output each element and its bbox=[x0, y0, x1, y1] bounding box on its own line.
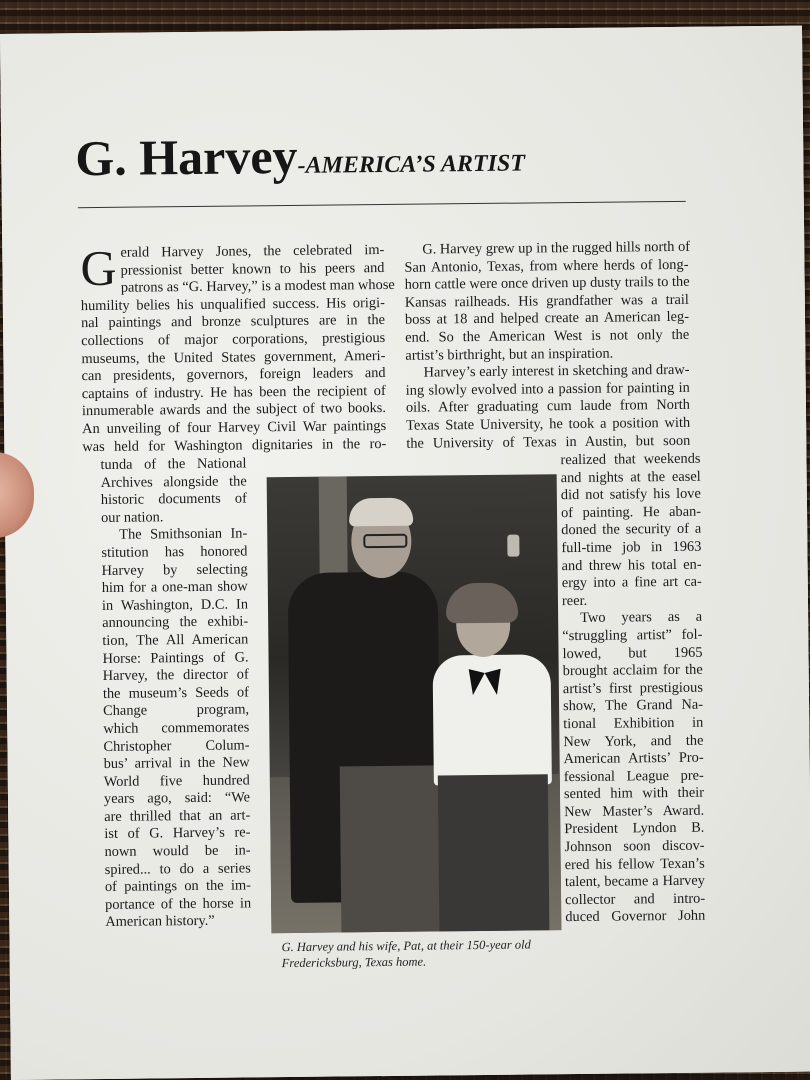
text-line: nown would be in- bbox=[104, 842, 251, 861]
text-line: American Artists’ Pro- bbox=[563, 749, 704, 768]
text-line: The Smithsonian In- bbox=[119, 525, 248, 544]
text-line: “struggling artist” fol- bbox=[562, 626, 703, 645]
text-line: show, The Grand Na- bbox=[562, 696, 704, 715]
text-line: San Antonio, Texas, from where herds of long- bbox=[404, 256, 689, 276]
text-line: Horse: Paintings of G. bbox=[102, 648, 249, 667]
text-line: Harvey, the director of bbox=[102, 666, 249, 685]
text-line: and nights at the easel bbox=[560, 468, 701, 486]
text-line: captains of industry. He has been the recipient of bbox=[81, 382, 386, 402]
title-main: G. Harvey bbox=[75, 127, 298, 187]
column-1-narrow bbox=[100, 455, 251, 932]
photo-bow-tie bbox=[465, 665, 505, 705]
column-1-top bbox=[80, 239, 395, 456]
text-line: the museum’s Seeds of bbox=[102, 684, 249, 702]
text-line: sented him with their bbox=[563, 784, 705, 803]
text-line: nal paintings and bronze sculptures are in the bbox=[80, 312, 386, 332]
text-line: pressionist better known to his peers and bbox=[120, 259, 385, 279]
text-line: lowed, but 1965 bbox=[562, 644, 703, 662]
text-line: which commemorates bbox=[103, 719, 250, 737]
text-line: oils. After graduating cum laude from North bbox=[405, 397, 691, 417]
text-line: collector and intro- bbox=[565, 890, 706, 908]
text-line: duced Governor John bbox=[565, 908, 706, 926]
couple-photo bbox=[267, 474, 562, 933]
text-line: artist’s first prestigious bbox=[562, 679, 703, 697]
magazine-page bbox=[0, 26, 810, 1080]
text-line: announcing the exhibi- bbox=[102, 613, 249, 632]
photo-woman-skirt bbox=[438, 774, 550, 931]
text-line: years ago, said: “We bbox=[103, 789, 251, 808]
text-line: of painting. He aban- bbox=[560, 503, 702, 521]
text-line: An unveiling of four Harvey Civil War paintings bbox=[82, 417, 387, 438]
text-line: Change program, bbox=[103, 701, 250, 720]
text-line: in Washington, D.C. In bbox=[101, 596, 249, 614]
text-line: realized that weekends bbox=[560, 450, 701, 469]
text-line: boss at 18 and helped create an American leg- bbox=[404, 309, 690, 329]
text-line: the University of Texas in Austin, but soon bbox=[406, 432, 691, 452]
drop-cap: G bbox=[80, 239, 117, 297]
text-line: Kansas railheads. His grandfather was a trail bbox=[404, 291, 689, 311]
text-line: G. Harvey grew up in the rugged hills north of bbox=[422, 238, 691, 258]
photo-wall-lamp bbox=[507, 535, 519, 557]
text-line: of paintings on the im- bbox=[104, 877, 252, 896]
text-line: can presidents, governors, foreign leaders and bbox=[81, 365, 386, 385]
text-line: Two years as a bbox=[580, 609, 703, 627]
text-line: Harvey’s early interest in sketching and draw- bbox=[423, 361, 690, 381]
text-line: Archives alongside the bbox=[100, 473, 247, 491]
photo-man-legs bbox=[340, 765, 442, 932]
text-line: ing slowly evolved into a passion for painting in bbox=[405, 379, 690, 399]
text-line: Johnson soon discov- bbox=[564, 837, 705, 856]
text-line: portance of the horse in bbox=[105, 895, 252, 913]
text-line: New York, and the bbox=[563, 732, 704, 750]
text-line: end. So the American West is not only the bbox=[405, 326, 690, 346]
text-line: our nation. bbox=[100, 509, 164, 526]
text-line: fessional League pre- bbox=[563, 767, 704, 785]
text-line: bus’ arrival in the New bbox=[103, 754, 250, 773]
text-line: was held for Washington dignitaries in the ro- bbox=[82, 435, 387, 455]
text-line: spired... to do a series bbox=[104, 860, 251, 878]
photo-woman-hair bbox=[446, 583, 518, 624]
column-2-top bbox=[404, 239, 690, 453]
text-line: ergy into a fine art ca- bbox=[561, 573, 702, 592]
text-line: ist of G. Harvey’s re- bbox=[104, 824, 251, 843]
column-2-narrow bbox=[560, 451, 705, 927]
text-line: full-time job in 1963 bbox=[561, 538, 702, 557]
article-title bbox=[75, 125, 525, 188]
text-line: artist’s birthright, but an inspiration. bbox=[405, 345, 614, 364]
text-line: American history.” bbox=[105, 913, 215, 931]
text-line: brought acclaim for the bbox=[562, 661, 703, 680]
text-line: President Lyndon B. bbox=[564, 820, 705, 838]
text-line: Texas State University, he took a position with bbox=[406, 414, 691, 434]
text-line: him for a one-man show bbox=[101, 578, 248, 597]
text-line: humility belies his unqualified success. His origi- bbox=[80, 294, 385, 314]
text-line: talent, became a Harvey bbox=[564, 872, 705, 891]
text-line: Christopher Colum- bbox=[103, 736, 250, 755]
text-line: did not satisfy his love bbox=[560, 485, 701, 504]
text-line: tional Exhibition in bbox=[563, 714, 704, 733]
text-line: historic documents of bbox=[100, 490, 247, 509]
text-line: stitution has honored bbox=[101, 543, 248, 561]
text-line: patrons as “G. Harvey,” is a modest man whose bbox=[120, 277, 395, 296]
text-line: erald Harvey Jones, the celebrated im- bbox=[120, 241, 385, 261]
photo-glasses bbox=[363, 534, 407, 548]
title-subtitle: -AMERICA’S ARTIST bbox=[297, 150, 526, 179]
photo-man-hair bbox=[349, 498, 413, 527]
text-line: collections of major corporations, prestigious bbox=[81, 329, 386, 350]
title-rule bbox=[78, 201, 686, 208]
text-line: World five hundred bbox=[103, 772, 250, 790]
text-line: innumerable awards and the subject of two books. bbox=[81, 400, 387, 420]
text-line: Harvey by selecting bbox=[101, 560, 248, 579]
photo-caption: G. Harvey and his wife, Pat, at their 150-year old Fredericksburg, Texas home. bbox=[281, 937, 531, 971]
text-line: museums, the United States government, Ameri- bbox=[81, 347, 386, 367]
text-line: New Master’s Award. bbox=[564, 802, 705, 821]
text-line: and threw his total en- bbox=[561, 556, 702, 574]
text-line: reer. bbox=[561, 592, 588, 609]
text-line: doned the security of a bbox=[561, 521, 702, 539]
text-line: tion, The All American bbox=[102, 631, 249, 649]
text-line: horn cattle were once driven up dusty trails to the bbox=[404, 273, 690, 293]
text-line: are thrilled that an art- bbox=[104, 807, 251, 825]
text-line: tunda of the National bbox=[100, 455, 247, 473]
text-line: ered his fellow Texan’s bbox=[564, 855, 705, 873]
